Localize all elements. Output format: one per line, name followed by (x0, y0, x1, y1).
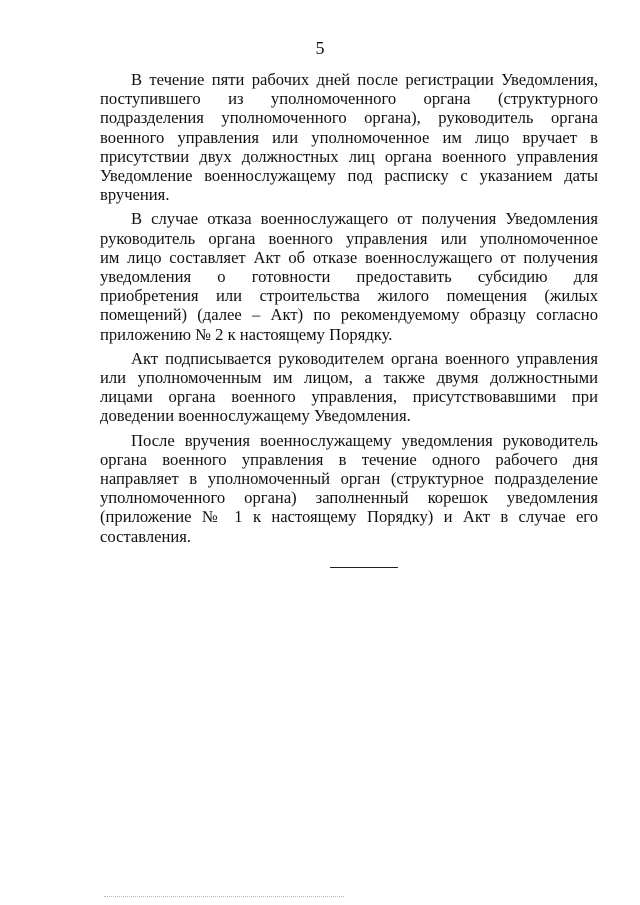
text-line: руководитель органа военного управления или уполномоченное (100, 228, 598, 248)
text-line: уведомления о готовности предоставить субсидию для (100, 267, 598, 287)
text-line: направляет в уполномоченный орган (структурное подразделение (100, 469, 598, 489)
text-line: подразделения уполномоченного органа), руководитель органа (100, 108, 598, 128)
text-line: или уполномоченным им лицом, а также двумя должностными (100, 368, 598, 388)
end-of-text-rule (330, 567, 398, 568)
text-line: органа военного управления в течение одного рабочего дня (100, 449, 598, 469)
paragraph-act-signing (100, 349, 598, 426)
text-line: приобретения или строительства жилого помещения (жилых (100, 286, 598, 306)
text-line: Уведомление военнослужащему под расписку с указанием даты (100, 166, 598, 186)
text-line: вручения. (100, 185, 170, 205)
text-line: В течение пяти рабочих дней после регистрации Уведомления, (131, 70, 598, 89)
text-line: Акт подписывается руководителем органа военного управления (131, 348, 598, 368)
paragraph-delivery-of-notice (100, 70, 598, 204)
text-line: лицами органа военного управления, присутствовавшими при (100, 387, 598, 407)
text-line: приложению № 2 к настоящему Порядку. (100, 324, 393, 344)
text-line: поступившего из уполномоченного органа (структурного (100, 89, 598, 109)
text-line: В случае отказа военнослужащего от получения Уведомления (131, 209, 598, 229)
paragraph-refusal-act (100, 209, 598, 343)
text-line: После вручения военнослужащему уведомления руководитель (131, 430, 598, 450)
text-line: присутствии двух должностных лиц органа военного управления (100, 146, 598, 166)
text-line: (приложение № 1 к настоящему Порядку) и Акт в случае его (100, 507, 598, 527)
text-line: уполномоченного органа) заполненный корешок уведомления (100, 488, 598, 508)
text-line: составления. (100, 526, 192, 546)
scan-artifact-line (104, 896, 344, 897)
text-line: военного управления или уполномоченное им лицо вручает в (100, 127, 598, 147)
text-line: доведении военнослужащему Уведомления. (100, 406, 411, 426)
paragraph-stub-forwarding (100, 431, 598, 546)
document-body (100, 70, 598, 551)
text-line: помещений) (далее – Акт) по рекомендуемому образцу согласно (100, 305, 598, 325)
page-number: 5 (315, 38, 325, 58)
text-line: им лицо составляет Акт об отказе военнослужащего от получения (100, 247, 598, 267)
